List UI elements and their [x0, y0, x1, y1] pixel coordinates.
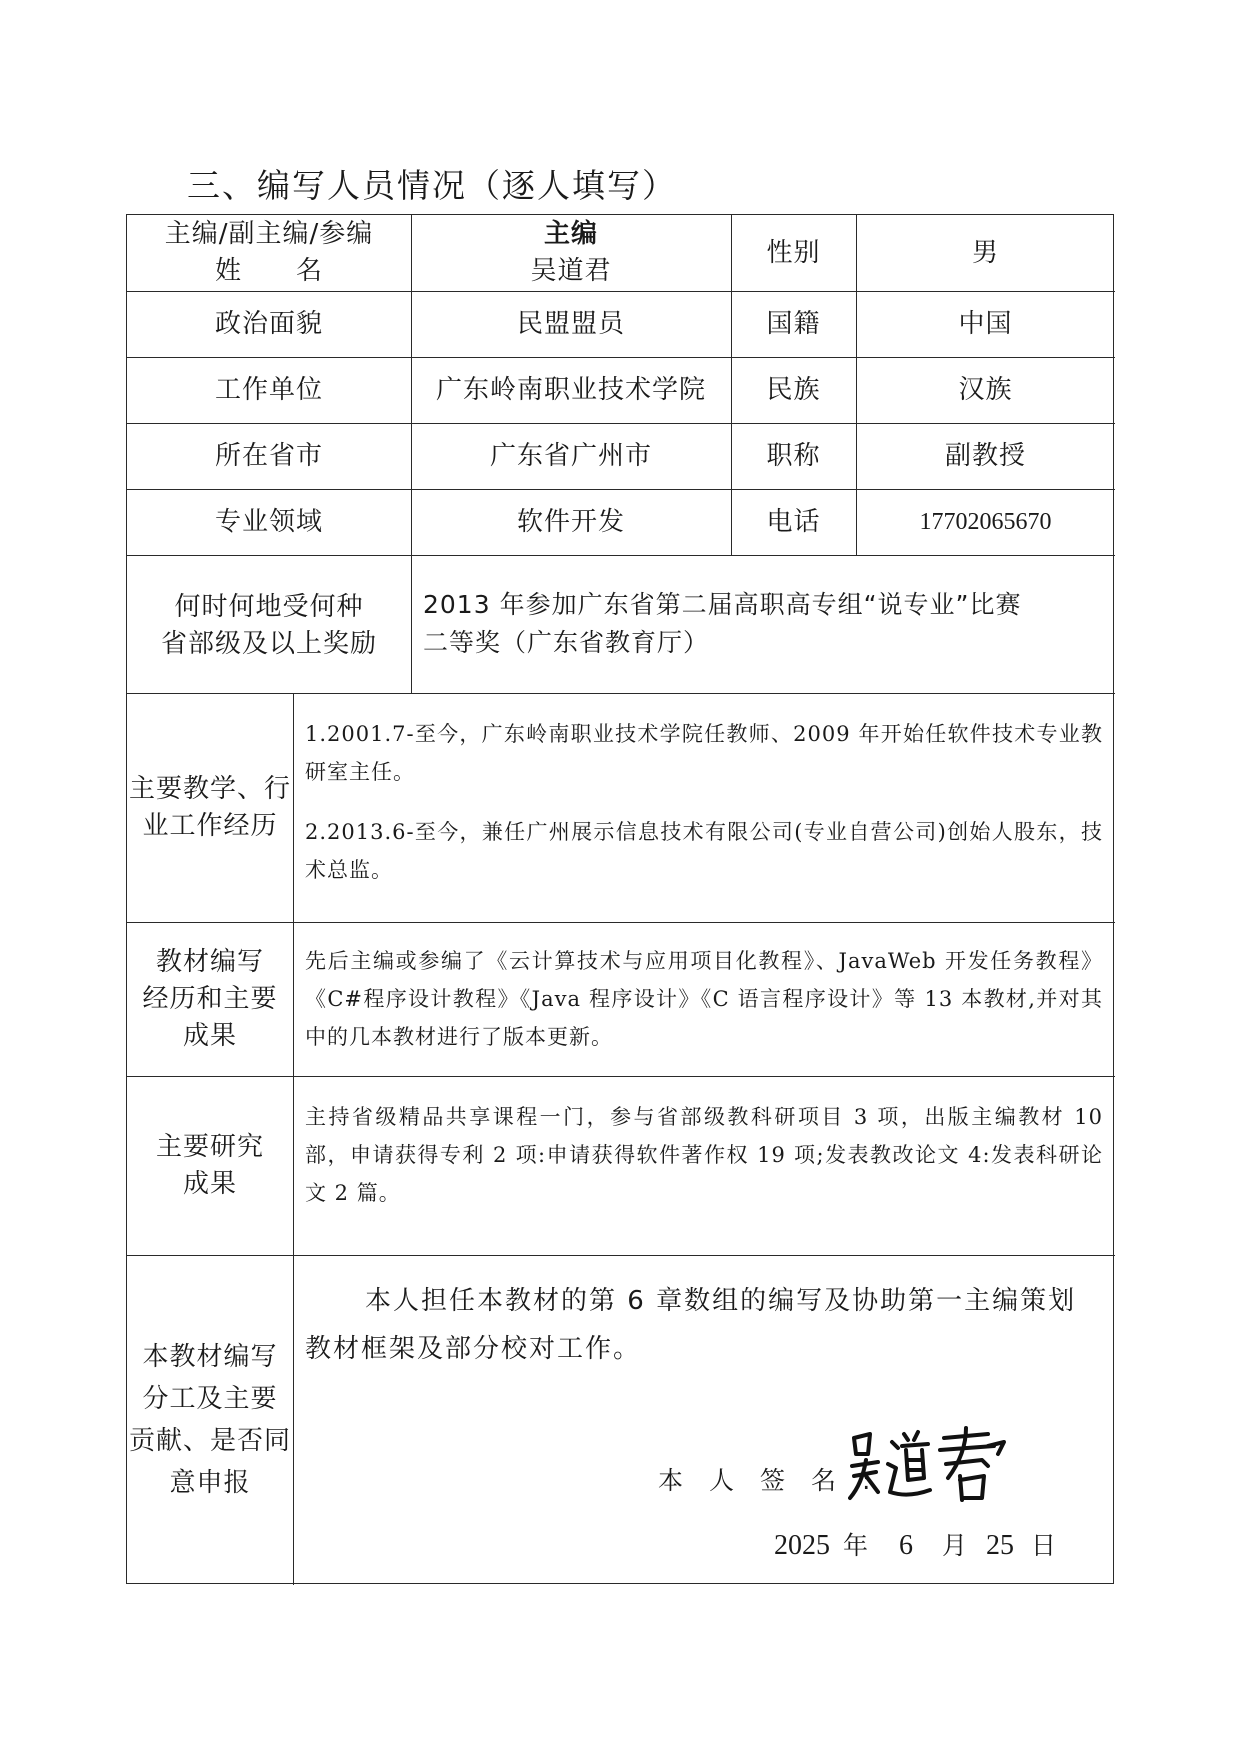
handwritten-signature [848, 1424, 1008, 1506]
title-label: 职称 [766, 440, 821, 471]
experience-item-1: 1.2001.7-至今，广东岭南职业技术学院任教师、2009 年开始任软件技术专业教研室主任。 [305, 722, 1103, 784]
employer-label: 工作单位 [214, 374, 323, 405]
contribution-text: 本人担任本教材的第 6 章数组的编写及协助第一主编策划教材框架及部分校对工作。 [305, 1286, 1077, 1364]
signature-label: 本人签名: [658, 1466, 897, 1495]
research-value [293, 1076, 1115, 1255]
gender-label: 性别 [766, 237, 821, 268]
date-year-unit: 年 [843, 1531, 869, 1560]
field-value: 软件开发 [516, 506, 625, 537]
author-info-table [126, 214, 1114, 1584]
role-value: 主编 [543, 219, 598, 249]
name-value: 吴道君 [530, 256, 612, 286]
date-day-unit: 日 [1031, 1531, 1057, 1560]
textbooks-value [293, 922, 1115, 1076]
nationality-value: 中国 [958, 308, 1013, 339]
awards-label-line-2: 省部级及以上奖励 [160, 629, 377, 659]
awards-line-1: 2013 年参加广东省第二届高职高专组“说专业”比赛 [423, 590, 1022, 619]
contribution-label-line-1: 本教材编写 [142, 1342, 278, 1372]
experience-value [293, 693, 1115, 922]
textbooks-label [127, 922, 293, 1076]
awards-line-2: 二等奖（广东省教育厅） [423, 628, 710, 657]
employer-value: 广东岭南职业技术学院 [435, 374, 706, 405]
date-month: 6 [899, 1530, 914, 1561]
location-value: 广东省广州市 [489, 440, 652, 471]
role-name-label [127, 215, 411, 291]
experience-item-2: 2.2013.6-至今，兼任广州展示信息技术有限公司(专业自营公司)创始人股东，技术总监。 [305, 820, 1103, 882]
research-text: 主持省级精品共享课程一门，参与省部级教科研项目 3 项，出版主编教材 10 部，申请获得专利 2 项:申请获得软件著作权 19 项;发表教改论文 4:发表科研论文 2 篇。 [305, 1105, 1103, 1205]
awards-value [411, 555, 1115, 693]
textbooks-label-line-1: 教材编写 [155, 946, 264, 977]
location-label: 所在省市 [214, 440, 323, 471]
gender-value: 男 [971, 237, 999, 268]
contribution-label-line-4: 意申报 [169, 1468, 251, 1498]
field-label: 专业领域 [214, 506, 323, 537]
research-label-line-1: 主要研究 [155, 1131, 264, 1162]
ethnicity-label: 民族 [766, 374, 821, 405]
section-title: 三、编写人员情况（逐人填写） [187, 166, 677, 205]
textbooks-label-line-3: 成果 [182, 1020, 237, 1051]
contribution-label-line-2: 分工及主要 [142, 1384, 278, 1414]
role-label: 主编/副主编/参编 [164, 219, 374, 249]
phone-value: 17702065670 [919, 508, 1052, 535]
date-day: 25 [986, 1530, 1015, 1561]
awards-label [127, 555, 411, 693]
phone-label: 电话 [766, 506, 821, 537]
contribution-label [127, 1255, 293, 1585]
experience-label [127, 693, 293, 922]
role-name-value [411, 215, 731, 291]
date-month-unit: 月 [942, 1531, 968, 1560]
contribution-value [293, 1255, 1115, 1405]
ethnicity-value: 汉族 [958, 374, 1013, 405]
politics-label: 政治面貌 [214, 308, 323, 339]
experience-label-line-2: 业工作经历 [142, 810, 278, 841]
contribution-label-line-3: 贡献、是否同 [128, 1426, 291, 1456]
title-value: 副教授 [944, 440, 1026, 471]
name-label: 姓 名 [214, 256, 323, 286]
nationality-label: 国籍 [766, 308, 821, 339]
research-label [127, 1076, 293, 1255]
textbooks-label-line-2: 经历和主要 [142, 983, 278, 1014]
experience-label-line-1: 主要教学、行 [128, 773, 291, 804]
sign-date [774, 1526, 1056, 1562]
research-label-line-2: 成果 [182, 1168, 237, 1199]
awards-label-line-1: 何时何地受何种 [174, 592, 364, 622]
textbooks-text: 先后主编或参编了《云计算技术与应用项目化教程》、JavaWeb 开发任务教程》《C#程序设计教程》《Java 程序设计》《C 语言程序设计》等 13 本教材,并对其中的几本教材进行了版本更新。 [305, 949, 1103, 1049]
politics-value: 民盟盟员 [516, 308, 625, 339]
date-year: 2025 [774, 1530, 830, 1561]
